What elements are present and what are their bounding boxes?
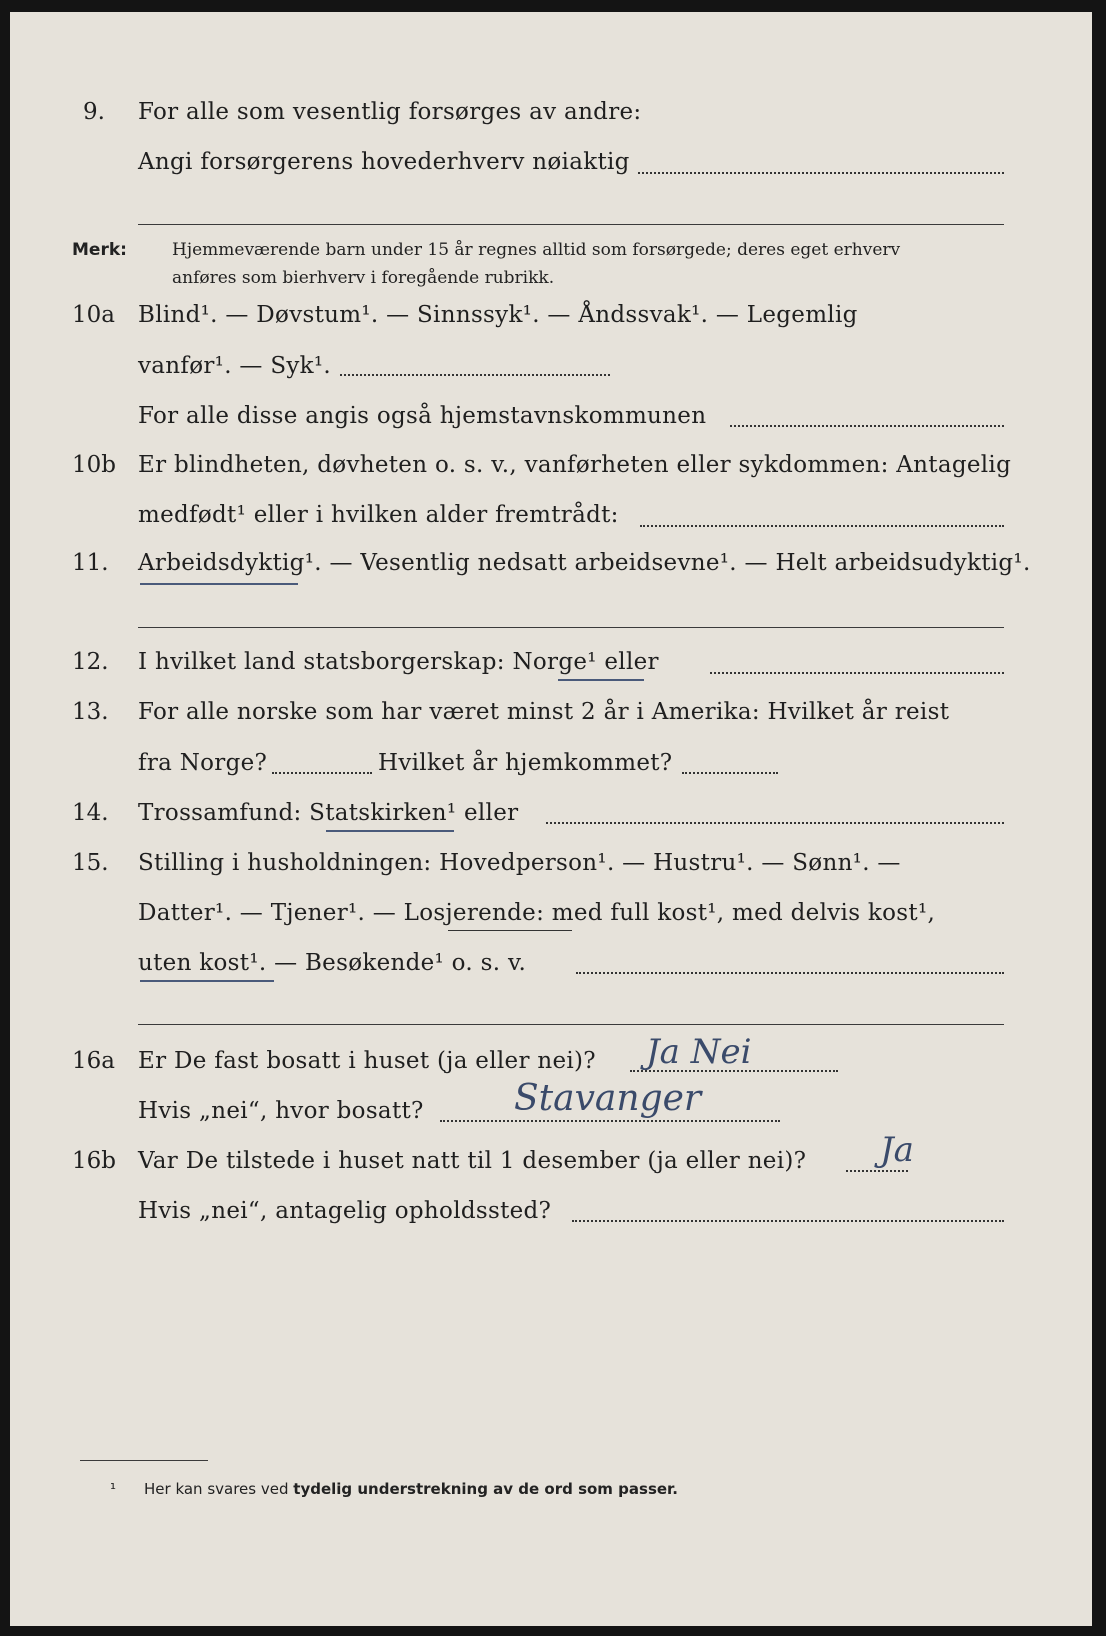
q16b-answer-dots[interactable] [846, 1170, 908, 1172]
q13-line1: For alle norske som har været minst 2 år i Amerika: Hvilket år reist [138, 699, 950, 725]
q11-number: 11. [72, 550, 109, 576]
q16b-handwritten-answer: Ja [880, 1130, 914, 1170]
footnote-prefix: Her kan svares ved [144, 1480, 289, 1498]
q13-number: 13. [72, 699, 109, 725]
footnote-mark: ¹ [110, 1480, 117, 1498]
q15-uten-kost-underline [140, 980, 274, 982]
q13-line2a: fra Norge? [138, 750, 268, 776]
q16a-line1: Er De fast bosatt i huset (ja eller nei)? [138, 1048, 596, 1074]
q14-statskirken-underline [326, 830, 454, 832]
merk-line2: anføres som bierhverv i foregående rubrikk. [172, 268, 555, 288]
q12-answer-dots[interactable] [710, 672, 1004, 674]
q12-norge-underline [558, 679, 644, 681]
q10b-line1: Er blindheten, døvheten o. s. v., vanførheten eller sykdommen: Antagelig [138, 452, 1012, 478]
q11-line1: Arbeidsdyktig¹. — Vesentlig nedsatt arbeidsevne¹. — Helt arbeidsudyktig¹. [138, 550, 1031, 576]
q10b-number: 10b [72, 452, 116, 478]
q13-hjemkommet-dots[interactable] [682, 772, 778, 774]
q10a-number: 10a [72, 302, 115, 328]
q10b-line2: medfødt¹ eller i hvilken alder fremtrådt: [138, 502, 619, 528]
q13-reist-dots[interactable] [272, 772, 372, 774]
q12-line1: I hvilket land statsborgerskap: Norge¹ eller [138, 649, 659, 675]
q16b-number: 16b [72, 1148, 116, 1174]
q9-line1: For alle som vesentlig forsørges av andre: [138, 99, 642, 125]
q11-answer-line[interactable] [138, 627, 1004, 628]
q16a-line2: Hvis „nei“, hvor bosatt? [138, 1098, 424, 1124]
q10a-hjemstavn-dots[interactable] [730, 425, 1004, 427]
q10a-line3: For alle disse angis også hjemstavnskommunen [138, 403, 707, 429]
q16a-bosatt-dots[interactable] [440, 1120, 780, 1122]
q16b-line2: Hvis „nei“, antagelig opholdssted? [138, 1198, 552, 1224]
q9-line2: Angi forsørgerens hovederhverv nøiaktig [138, 149, 630, 175]
q15-line3: uten kost¹. — Besøkende¹ o. s. v. [138, 950, 527, 976]
footnote-bold: tydelig understrekning av de ord som passer. [293, 1480, 679, 1498]
q15-line1: Stilling i husholdningen: Hovedperson¹. — Hustru¹. — Sønn¹. — [138, 850, 901, 876]
q11-handwritten-underline [140, 583, 298, 585]
census-form-page [10, 12, 1092, 1626]
q15-answer-dots[interactable] [576, 972, 1004, 974]
q9-number: 9. [83, 99, 105, 125]
q15-losjerende-underline [448, 930, 572, 931]
merk-line1: Hjemmeværende barn under 15 år regnes alltid som forsørgede; deres eget erhverv [172, 240, 901, 260]
q16b-line1: Var De tilstede i huset natt til 1 desember (ja eller nei)? [138, 1148, 807, 1174]
q16a-handwritten-place: Stavanger [514, 1078, 702, 1119]
q10b-answer-dots[interactable] [640, 525, 1004, 527]
q14-line1: Trossamfund: Statskirken¹ eller [138, 800, 519, 826]
footnote-separator [80, 1460, 208, 1461]
q15-number: 15. [72, 850, 109, 876]
q9-answer-dots[interactable] [638, 172, 1004, 174]
q16b-opholdssted-dots[interactable] [572, 1220, 1004, 1222]
q10a-syk-dots[interactable] [340, 374, 610, 376]
q15-line2: Datter¹. — Tjener¹. — Losjerende: med full kost¹, med delvis kost¹, [138, 900, 936, 926]
merk-label: Merk: [72, 240, 127, 260]
footnote-text [144, 1480, 678, 1498]
q12-number: 12. [72, 649, 109, 675]
q14-number: 14. [72, 800, 109, 826]
q9-answer-line[interactable] [138, 224, 1004, 225]
q14-answer-dots[interactable] [546, 822, 1004, 824]
q13-line2b: Hvilket år hjemkommet? [378, 750, 673, 776]
q10a-line2: vanfør¹. — Syk¹. [138, 353, 332, 379]
q16a-number: 16a [72, 1048, 115, 1074]
q10a-line1: Blind¹. — Døvstum¹. — Sinnssyk¹. — Åndssvak¹. — Legemlig [138, 302, 858, 328]
q15-answer-line[interactable] [138, 1024, 1004, 1025]
q16a-handwritten-answer: Ja Nei [646, 1032, 752, 1072]
